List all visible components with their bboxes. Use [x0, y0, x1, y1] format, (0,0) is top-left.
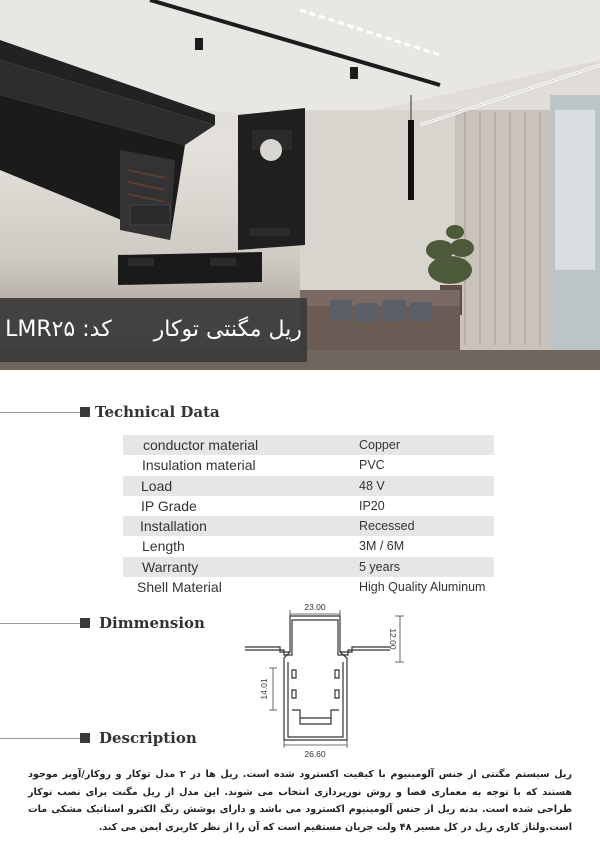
- dimension-divider: [0, 623, 80, 624]
- technical-heading: Technical Data: [95, 403, 220, 421]
- description-text: ریل سیستم مگنتی از جنس آلومینیوم با کیفیت اکسترود شده است. ریل ها در ۲ مدل توکار و روکار/آویز موجود هستند که با توجه به معماری فضا و روش نورپردازی انتخاب می شوند. این مدل از ریل مگنت برای نصب توکار طراحی شده است. بدنه ریل از جنس آلومینیوم اکسترود می باشد و دارای پوشش رنگ الکترو استاتیک مشکی مات است.ولتاژ کاری ریل در کل مسیر ۴۸ ولت جریان مستقیم است که آن را از نظر کاربری ایمن می کند.: [28, 769, 572, 833]
- product-code: LMR۲۵: [5, 317, 76, 342]
- spec-row: [123, 536, 494, 556]
- spec-value: 5 years: [359, 560, 400, 574]
- spec-row: [123, 516, 494, 536]
- spec-label: IP Grade: [141, 498, 197, 514]
- spec-value: 3M / 6M: [359, 539, 405, 553]
- product-name: ریل مگنتی توکار: [153, 317, 302, 342]
- spec-value: Copper: [359, 438, 400, 452]
- spec-label: Length: [142, 538, 185, 554]
- spec-row: [123, 496, 494, 516]
- dim-bottom-width: 26.60: [304, 749, 326, 759]
- code-label: کد:: [82, 317, 112, 342]
- spec-label: Shell Material: [137, 579, 222, 595]
- spec-label: Installation: [140, 518, 207, 534]
- technical-bullet: [80, 407, 90, 417]
- dim-inner-height: 14.01: [259, 678, 269, 700]
- spec-label: Insulation material: [142, 457, 256, 473]
- description-bullet: [80, 733, 90, 743]
- spec-value: Recessed: [359, 519, 415, 533]
- spec-value: IP20: [359, 499, 385, 513]
- spec-value: High Quality Aluminum: [359, 580, 486, 594]
- spec-label: conductor material: [143, 437, 259, 453]
- spec-row: [123, 476, 494, 496]
- title-band: [0, 298, 307, 362]
- dimension-heading: Dimmension: [99, 614, 205, 632]
- spec-row: [123, 455, 494, 475]
- spec-row: [123, 557, 494, 577]
- product-title: [0, 298, 307, 362]
- description-heading: Description: [99, 729, 197, 747]
- spec-value: 48 V: [359, 479, 385, 493]
- spec-row: [123, 577, 494, 597]
- spec-label: Warranty: [142, 559, 199, 575]
- dimension-bullet: [80, 618, 90, 628]
- dim-top-width: 23.00: [304, 602, 326, 612]
- spec-value: PVC: [359, 458, 385, 472]
- profile-drawing: [240, 600, 410, 759]
- spec-row: [123, 435, 494, 455]
- dim-side-height: 12.00: [388, 628, 398, 650]
- technical-divider: [0, 412, 80, 413]
- spec-label: Load: [141, 478, 173, 494]
- hero-image: [0, 0, 600, 370]
- description-divider: [0, 738, 80, 739]
